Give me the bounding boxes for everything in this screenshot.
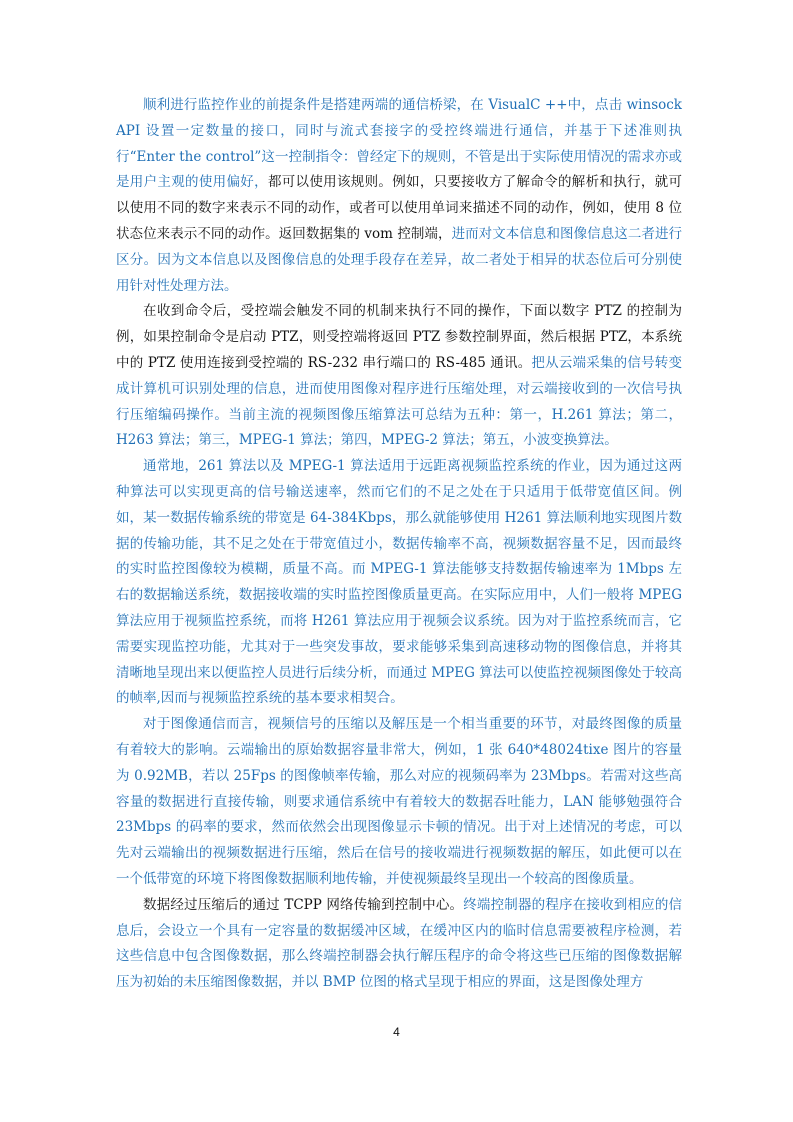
body-text	[116, 93, 682, 996]
paragraph-1	[116, 93, 682, 299]
paragraph-1-run-3: 进而对文本信息和图像信息这二者进行区分。因为文本信息以及图像信息的处理手段存在差异，故二者处于相异的状态位后可分别使用针对性处理方法。	[116, 225, 683, 294]
paragraph-1-run-1: 顺利进行监控作业的前提条件是搭建两端的通信桥梁，在 VisualC ++中，点击 winsock API 设置一定数量的接口，同时与流式套接字的受控终端进行通信，并基于下述准则执行“Enter the control”这一控制指令：曾经定下的规则，不管是出于实际使用情况的需求亦或是用户主观的使用偏好，	[116, 97, 682, 191]
paragraph-2-run-1: 在收到命令后，受控端会触发不同的机制来执行不同的操作，下面以数字 PTZ 的控制为例，如果控制命令是启动 PTZ，则受控端将返回 PTZ 参数控制界面，然后根据 PTZ，本系统中的 PTZ 使用连接到受控端的 RS-232 串行端口的 RS-485 通讯。	[116, 303, 682, 371]
paragraph-2	[116, 299, 682, 454]
paragraph-4-run-2: 若需对这些高容量的数据进行直接传输，则要求通信系统中有着较大的数据吞吐能力，LAN 能够勉强符合 23Mbps 的码率的要求，然而依然会出现图像显示卡顿的情况。出于对上述情况的考虑，可以先对云端输出的视频数据进行压缩，然后在信号的接收端进行视频数据的解压，如此便可以在一个低带宽的环境下将图像数据顺利地传输，并使视频最终呈现出一个较高的图像质量。	[116, 767, 683, 887]
paragraph-1-run-2: 都可以使用该规则。例如，只要接收方了解命令的解析和执行，就可以使用不同的数字来表示不同的动作，或者可以使用单词来描述不同的动作，例如，使用 8 位状态位来表示不同的动作。返回数据集的 vom 控制端，	[116, 174, 682, 242]
paragraph-5	[116, 893, 682, 996]
paragraph-3-run-1: 通常地，261 算法以及 MPEG-1 算法适用于远距离视频监控系统的作业，因为通过这两种算法可以实现更高的信号输送速率，然而它们的不足之处在于只适用于低带宽值区间。例如，某一数据传输系统的带宽是 64-384Kbps，那么就能够使用 H261 算法顺利地实现图片数据的传输功能，其不足之处在于带宽值过小，数据传输率不高，视频数据容量不足，因而最终的实时监控图像较为模糊，质量不高。而 MPEG-1 算法能够支持数据传输速率为 1Mbps 左右的数据输送系统，数据接收端的实时监控图像质量更高。在实际应用中，人们一般将 MPEG 算法应用于视频监控系统，而将 H261 算法应用于视频会议系统。因为对于监控系统而言，它需要实现监控功能，尤其对于一些突发事故，要求能够采集到高速移动物的图像信息，并将其清晰地呈现出来以便监控人员进行后续分析，而通过 MPEG 算法可以使监控视频图像处于较高的帧率,因而与视频监控系统的基本要求相契合。	[116, 458, 682, 707]
page-number: 4	[393, 1025, 400, 1039]
paragraph-5-run-2: 终端控制器的程序在接收到相应的信息后，会设立一个具有一定容量的数据缓冲区域，在缓冲区内的临时信息需要被程序检测，若这些信息中包含图像数据，那么终端控制器会执行解压程序的命令将这些已压缩的图像数据解压为初始的未压缩图像数据，并以 BMP 位图的格式呈现于相应的界面，这是图像处理方	[116, 896, 683, 991]
paragraph-4	[116, 712, 682, 893]
paragraph-2-run-2: 把从云端采集的信号转变成计算机可识别处理的信息，进而使用图像对程序进行压缩处理，对云端接收到的一次信号执行压缩编码操作。当前主流的视频图像压缩算法可总结为五种：第一，H.261 算法；第二，H263 算法；第三，MPEG-1 算法；第四，MPEG-2 算法；第五，小波变换算法。	[116, 354, 683, 449]
paragraph-4-run-1: 对于图像通信而言，视频信号的压缩以及解压是一个相当重要的环节，对最终图像的质量有着较大的影响。云端输出的原始数据容量非常大，例如，1 张 640*48024tixe 图片的容量为 0.92MB，若以 25Fps 的图像帧率传输，那么对应的视频码率为 23Mbps。	[116, 716, 682, 784]
paragraph-3	[116, 454, 682, 712]
paragraph-5-run-1: 数据经过压缩后的通过 TCPP 网络传输到控制中心。	[143, 896, 464, 913]
